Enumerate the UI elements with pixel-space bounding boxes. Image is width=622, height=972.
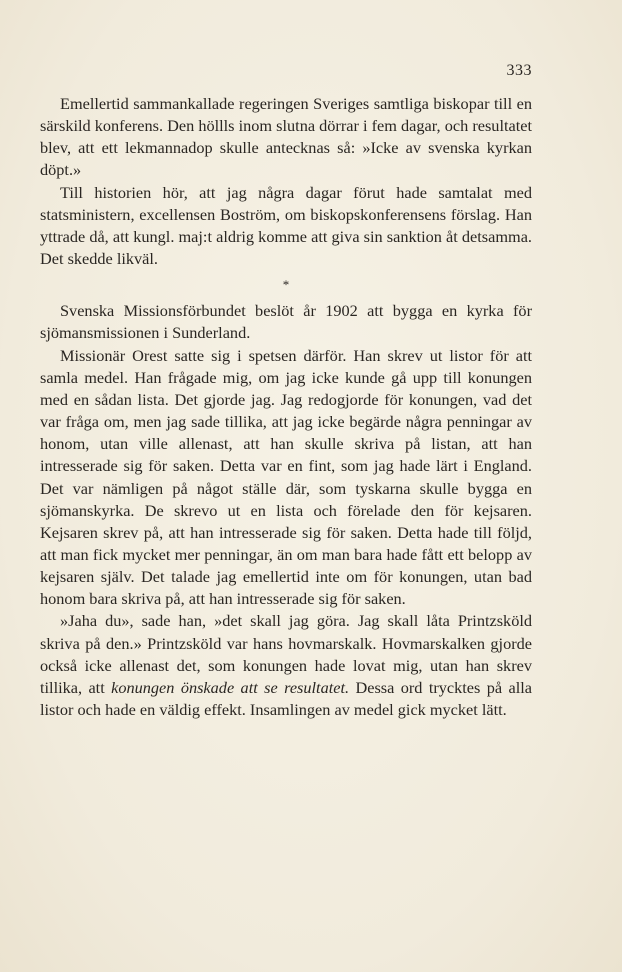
page-body bbox=[40, 93, 532, 721]
paragraph-missionsforbundet: Svenska Missionsförbundet beslöt år 1902 att bygga en kyrka för sjömansmissionen i Sunderland. bbox=[40, 301, 532, 343]
paragraph-bostrom-conversation: Till historien hör, att jag några dagar förut hade samtalat med statsministern, excellensen Boström, om biskopskonferensens förslag. Han yttrade då, att kungl. maj:t aldrig komme att giva sin sanktion åt detsamma. Det skedde likväl. bbox=[40, 182, 532, 269]
emphasized-quote: konungen önskade att se resultatet. bbox=[111, 677, 350, 697]
paragraph-printzskold bbox=[40, 610, 532, 721]
section-separator: * bbox=[282, 277, 290, 293]
paragraph-printzskold-text-a: »Jaha du», sade han, »det skall jag göra. Jag skall låta Printzsköld skriva på den.» Printzsköld var hans hovmarskalk. Hovmarskalken gjorde också icke allenast det, som konungen hade lovat mig, utan han skrev tillika, att bbox=[40, 611, 532, 697]
paragraph-bishops-conference: Emellertid sammankallade regeringen Sveriges samtliga biskopar till en särskild konferens. Den höllls inom slutna dörrar i fem dagar, och resultatet blev, att ett lekmannadop skulle antecknas så: »Icke av svenska kyrkan döpt.» bbox=[40, 94, 532, 180]
paragraph-orest-listor: Missionär Orest satte sig i spetsen därför. Han skrev ut listor för att samla medel. Han frågade mig, om jag icke kunde gå upp till konungen med en sådan lista. Det gjorde jag. Jag redogjorde för konungen, vad det var fråga om, men jag sade tillika, att jag icke begärde några penningar av honom, utan ville allenast, att han skulle skriva på listan, att han intresserade sig för saken. Detta var en fint, som jag hade lärt i England. Det var nämligen på något ställe där, som tyskarna skulle bygga en sjömanskyrka. De skrevo ut en lista och förelade den för kejsaren. Kejsaren skrev på, att han intresserade sig för saken. Detta hade till följd, att man fick mycket mer penningar, än om man bara hade fått ett belopp av kejsaren själv. Det talade jag emellertid inte om för konungen, utan bad honom bara skriva på, att han intresserade sig för saken. bbox=[40, 345, 532, 609]
page-number: 333 bbox=[506, 62, 532, 79]
paragraph-printzskold-text-b: Dessa ord trycktes på alla listor och hade en väldig effekt. Insamlingen av medel gick mycket lätt. bbox=[40, 677, 533, 720]
